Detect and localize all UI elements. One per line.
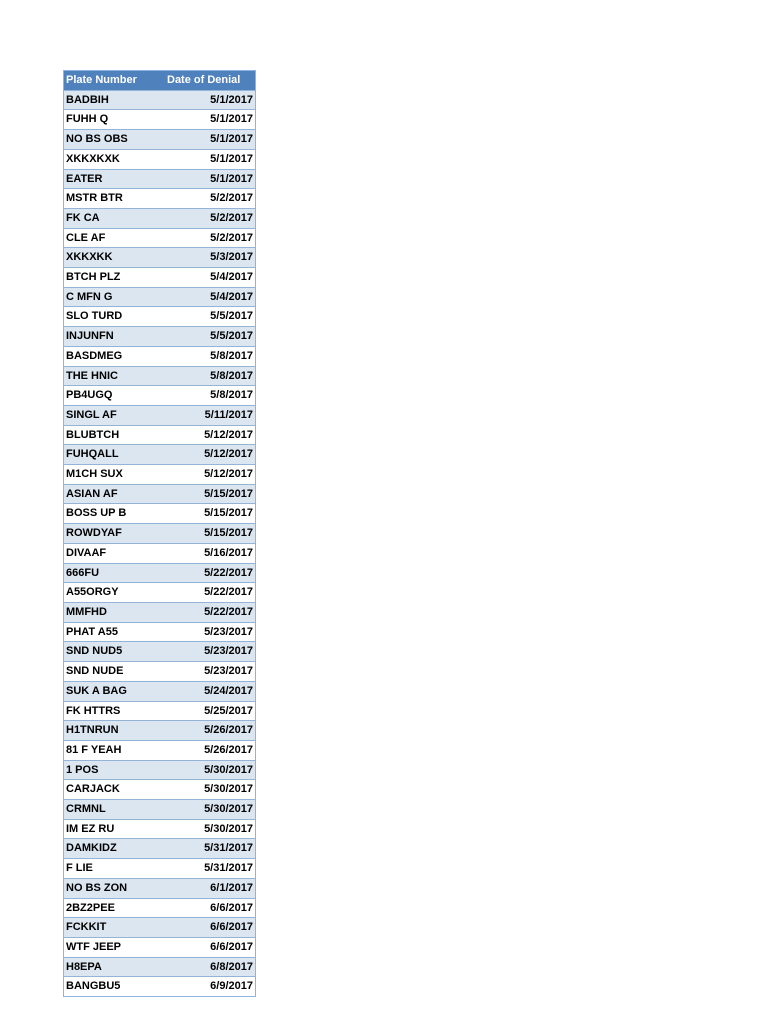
date-of-denial-cell: 5/4/2017	[159, 268, 255, 288]
plate-number-cell: M1CH SUX	[64, 465, 159, 485]
date-of-denial-cell: 5/12/2017	[159, 465, 255, 485]
header-date-of-denial: Date of Denial	[159, 71, 255, 90]
date-of-denial-cell: 5/1/2017	[159, 130, 255, 150]
plate-number-cell: SLO TURD	[64, 307, 159, 327]
table-row	[64, 228, 255, 248]
table-body	[64, 90, 255, 996]
plate-number-cell: FCKKIT	[64, 918, 159, 938]
date-of-denial-cell: 5/30/2017	[159, 819, 255, 839]
table-row	[64, 583, 255, 603]
date-of-denial-cell: 5/12/2017	[159, 445, 255, 465]
date-of-denial-cell: 5/15/2017	[159, 524, 255, 544]
date-of-denial-cell: 5/3/2017	[159, 248, 255, 268]
table-row	[64, 465, 255, 485]
table-row	[64, 130, 255, 150]
date-of-denial-cell: 5/1/2017	[159, 149, 255, 169]
plate-number-cell: BANGBU5	[64, 977, 159, 996]
date-of-denial-cell: 5/23/2017	[159, 642, 255, 662]
date-of-denial-cell: 5/22/2017	[159, 602, 255, 622]
table-row	[64, 800, 255, 820]
table-row	[64, 878, 255, 898]
table-row	[64, 681, 255, 701]
plate-number-cell: DIVAAF	[64, 543, 159, 563]
plate-number-cell: BASDMEG	[64, 346, 159, 366]
table-row	[64, 543, 255, 563]
table-row	[64, 346, 255, 366]
table-row	[64, 504, 255, 524]
plate-number-cell: SUK A BAG	[64, 681, 159, 701]
date-of-denial-cell: 5/16/2017	[159, 543, 255, 563]
plate-number-cell: SND NUD5	[64, 642, 159, 662]
plate-number-cell: FK CA	[64, 208, 159, 228]
table-row	[64, 386, 255, 406]
date-of-denial-cell: 5/23/2017	[159, 622, 255, 642]
date-of-denial-cell: 6/6/2017	[159, 937, 255, 957]
table-row	[64, 602, 255, 622]
date-of-denial-cell: 5/22/2017	[159, 583, 255, 603]
date-of-denial-cell: 6/8/2017	[159, 957, 255, 977]
table-row	[64, 957, 255, 977]
date-of-denial-cell: 5/15/2017	[159, 504, 255, 524]
table-row	[64, 780, 255, 800]
table-row	[64, 524, 255, 544]
plate-number-cell: A55ORGY	[64, 583, 159, 603]
plate-number-cell: PHAT A55	[64, 622, 159, 642]
plate-number-cell: BADBIH	[64, 90, 159, 110]
date-of-denial-cell: 5/1/2017	[159, 90, 255, 110]
plate-number-cell: ROWDYAF	[64, 524, 159, 544]
plate-number-cell: FUHH Q	[64, 110, 159, 130]
plate-number-cell: H1TNRUN	[64, 721, 159, 741]
table-row	[64, 937, 255, 957]
plate-number-cell: F LIE	[64, 859, 159, 879]
date-of-denial-cell: 5/15/2017	[159, 484, 255, 504]
date-of-denial-cell: 5/30/2017	[159, 760, 255, 780]
table-row	[64, 425, 255, 445]
table-row	[64, 169, 255, 189]
plate-number-cell: 81 F YEAH	[64, 740, 159, 760]
plate-number-cell: MSTR BTR	[64, 189, 159, 209]
plate-number-cell: EATER	[64, 169, 159, 189]
date-of-denial-cell: 5/31/2017	[159, 859, 255, 879]
date-of-denial-cell: 5/5/2017	[159, 307, 255, 327]
table-row	[64, 918, 255, 938]
plate-number-cell: THE HNIC	[64, 366, 159, 386]
plate-number-cell: 1 POS	[64, 760, 159, 780]
plate-number-cell: 2BZ2PEE	[64, 898, 159, 918]
plate-number-cell: NO BS OBS	[64, 130, 159, 150]
table-row	[64, 839, 255, 859]
date-of-denial-cell: 6/9/2017	[159, 977, 255, 996]
plate-number-cell: SINGL AF	[64, 405, 159, 425]
plate-denial-table	[64, 71, 255, 996]
plate-number-cell: BLUBTCH	[64, 425, 159, 445]
date-of-denial-cell: 5/22/2017	[159, 563, 255, 583]
plate-number-cell: INJUNFN	[64, 327, 159, 347]
date-of-denial-cell: 5/30/2017	[159, 800, 255, 820]
plate-number-cell: DAMKIDZ	[64, 839, 159, 859]
plate-number-cell: XKKXKXK	[64, 149, 159, 169]
plate-number-cell: H8EPA	[64, 957, 159, 977]
date-of-denial-cell: 5/2/2017	[159, 228, 255, 248]
plate-number-cell: MMFHD	[64, 602, 159, 622]
table-row	[64, 819, 255, 839]
date-of-denial-cell: 5/26/2017	[159, 721, 255, 741]
date-of-denial-cell: 5/8/2017	[159, 346, 255, 366]
table-header-row	[64, 71, 255, 90]
date-of-denial-cell: 5/2/2017	[159, 208, 255, 228]
date-of-denial-cell: 5/25/2017	[159, 701, 255, 721]
plate-number-cell: 666FU	[64, 563, 159, 583]
plate-number-cell: CLE AF	[64, 228, 159, 248]
table-row	[64, 622, 255, 642]
table-row	[64, 366, 255, 386]
table-row	[64, 287, 255, 307]
date-of-denial-cell: 5/12/2017	[159, 425, 255, 445]
plate-number-cell: PB4UGQ	[64, 386, 159, 406]
date-of-denial-cell: 5/26/2017	[159, 740, 255, 760]
date-of-denial-cell: 5/24/2017	[159, 681, 255, 701]
date-of-denial-cell: 5/4/2017	[159, 287, 255, 307]
date-of-denial-cell: 6/1/2017	[159, 878, 255, 898]
date-of-denial-cell: 5/23/2017	[159, 662, 255, 682]
date-of-denial-cell: 5/30/2017	[159, 780, 255, 800]
table-row	[64, 110, 255, 130]
plate-number-cell: C MFN G	[64, 287, 159, 307]
date-of-denial-cell: 5/31/2017	[159, 839, 255, 859]
table-row	[64, 721, 255, 741]
table-row	[64, 859, 255, 879]
plate-number-cell: CARJACK	[64, 780, 159, 800]
header-plate-number: Plate Number	[64, 71, 159, 90]
plate-number-cell: SND NUDE	[64, 662, 159, 682]
table-row	[64, 898, 255, 918]
table-row	[64, 642, 255, 662]
date-of-denial-cell: 5/8/2017	[159, 386, 255, 406]
date-of-denial-cell: 5/8/2017	[159, 366, 255, 386]
plate-number-cell: ASIAN AF	[64, 484, 159, 504]
plate-number-cell: BTCH PLZ	[64, 268, 159, 288]
plate-number-cell: FK HTTRS	[64, 701, 159, 721]
table-row	[64, 307, 255, 327]
date-of-denial-cell: 5/2/2017	[159, 189, 255, 209]
plate-number-cell: WTF JEEP	[64, 937, 159, 957]
plate-number-cell: IM EZ RU	[64, 819, 159, 839]
date-of-denial-cell: 6/6/2017	[159, 918, 255, 938]
table-row	[64, 445, 255, 465]
date-of-denial-cell: 5/1/2017	[159, 169, 255, 189]
table-row	[64, 208, 255, 228]
plate-number-cell: BOSS UP B	[64, 504, 159, 524]
table-row	[64, 268, 255, 288]
table-row	[64, 484, 255, 504]
date-of-denial-cell: 6/6/2017	[159, 898, 255, 918]
table-row	[64, 189, 255, 209]
date-of-denial-cell: 5/5/2017	[159, 327, 255, 347]
table-row	[64, 740, 255, 760]
table-row	[64, 405, 255, 425]
table-row	[64, 977, 255, 996]
plate-number-cell: XKKXKK	[64, 248, 159, 268]
date-of-denial-cell: 5/11/2017	[159, 405, 255, 425]
table-row	[64, 760, 255, 780]
plate-denial-table-container	[63, 70, 256, 997]
table-row	[64, 248, 255, 268]
table-row	[64, 701, 255, 721]
date-of-denial-cell: 5/1/2017	[159, 110, 255, 130]
plate-number-cell: FUHQALL	[64, 445, 159, 465]
table-row	[64, 90, 255, 110]
table-row	[64, 563, 255, 583]
plate-number-cell: NO BS ZON	[64, 878, 159, 898]
table-row	[64, 662, 255, 682]
table-row	[64, 149, 255, 169]
plate-number-cell: CRMNL	[64, 800, 159, 820]
table-row	[64, 327, 255, 347]
